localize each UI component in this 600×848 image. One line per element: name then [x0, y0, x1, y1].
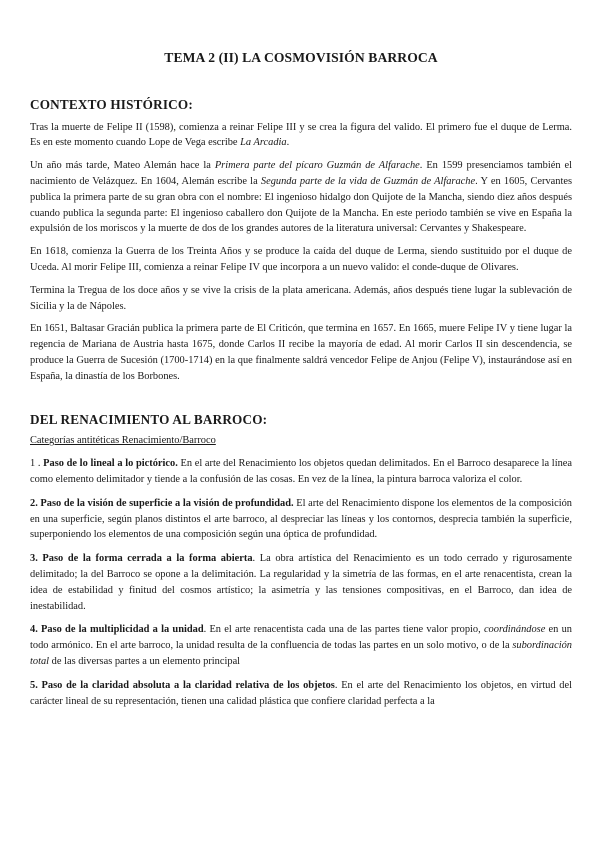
- paragraph-2: [30, 158, 572, 237]
- document-title: TEMA 2 (II) LA COSMOVISIÓN BARROCA: [164, 50, 438, 65]
- section-heading-renaissance: DEL RENACIMIENTO AL BARROCO:: [30, 411, 268, 427]
- list-item-4: [30, 622, 572, 669]
- list-item-1: [30, 456, 572, 488]
- list-item-5-text: . En el arte del Renacimiento los objetos, en virtud del carácter lineal de su representación, tienen una calidad plástica que confiere claridad perfecta a la: [30, 679, 572, 707]
- paragraph-1-text: Tras la muerte de Felipe II (1598), comienza a reinar Felipe III y se crea la figura del valido. El primero fue el duque de Lerma. Es en este momento cuando Lope de Vega escribe: [30, 121, 572, 149]
- list-item-3: [30, 551, 572, 614]
- paragraph-2-text-a: Un año más tarde, Mateo Alemán hace la: [30, 160, 215, 172]
- paragraph-5: En 1651, Baltasar Gracián publica la primera parte de El Criticón, que termina en 1657. En 1665, muere Felipe IV y tiene lugar la regencia de Mariana de Austria hasta 1675, donde Carlos II recibe la mayoría de edad. Al morir Carlos II sin descendencia, se produce la Guerra de Sucesión (1700-1714) en la que finalmente saldrá vencedor Felipe de Anjou (Felipe V), instaurándose así en España, la dinastía de los Borbones.: [30, 323, 572, 382]
- list-item-4-title: 4. Paso de la multiplicidad a la unidad: [30, 624, 204, 636]
- section-heading-context: CONTEXTO HISTÓRICO:: [30, 96, 193, 112]
- list-item-1-title: Paso de lo lineal a lo pictórico.: [43, 458, 178, 470]
- paragraph-2-text-b: . En 1599 presenciamos también el nacimiento de Velázquez. En 1604, Alemán escribe la: [30, 160, 572, 187]
- work-title-guzman-1: Primera parte del pícaro Guzmán de Alfarache: [214, 160, 420, 172]
- work-title-guzman-2: Segunda parte de la vida de Guzmán de Alfarache: [260, 175, 476, 187]
- list-item-5-title: 5. Paso de la claridad absoluta a la claridad relativa de los objetos: [30, 679, 335, 691]
- list-item-3-title: 3. Paso de la forma cerrada a la forma abierta: [30, 553, 253, 565]
- paragraph-1: [30, 120, 572, 152]
- list-item-2-title: 2. Paso de la visión de superficie a la visión de profundidad.: [30, 497, 294, 509]
- work-title-la-arcadia: La Arcadia: [240, 137, 287, 149]
- paragraph-3: En 1618, comienza la Guerra de los Treinta Años y se produce la caída del duque de Lerma, siendo sustituido por el duque de Uceda. Al morir Felipe III, comienza a reinar Felipe IV que incorpora a un nuevo valido: el conde-duque de Olivares.: [30, 246, 572, 273]
- list-item-3-text: . La obra artística del Renacimiento es un todo cerrado y rigurosamente delimitado; la del Barroco se opone a la delimitación. La regularidad y la simetría de las formas, en el arte renacentista, crean la idea de estabilidad y finitud del cosmos artístico; la asimetría y las tensiones compositivas, en el Barroco, dan idea de inestabilidad.: [30, 553, 572, 612]
- list-item-1-number: 1 .: [30, 458, 44, 470]
- list-item-2-text: El arte del Renacimiento dispone los elementos de la composición en una superficie, según planos distintos el arte barroco, al despreciar las líneas y los contornos, desprecia también la superficie, superponiendo los elementos de una composición según una óptica de profundidad.: [30, 497, 572, 541]
- list-item-4-text-b: en un todo armónico. En el arte barroco, la unidad resulta de la confluencia de todas las partes en un solo motivo, o de la: [30, 624, 572, 652]
- list-item-4-italic-2: subordinación total: [30, 640, 572, 667]
- list-item-5: [30, 678, 572, 710]
- paragraph-1-end: .: [286, 137, 290, 149]
- list-item-4-italic-1: coordinándose: [483, 624, 546, 636]
- paragraph-4: Termina la Tregua de los doce años y se vive la crisis de la plata americana. Además, años después tiene lugar la sublevación de Sicilia y la de Nápoles.: [30, 284, 572, 312]
- list-item-4-text-a: . En el arte renacentista cada una de las partes tiene valor propio,: [203, 624, 484, 636]
- list-item-4-text-c: de las diversas partes a un elemento principal: [49, 655, 241, 667]
- paragraph-2-text-c: . Y en 1605, Cervantes publica la primera parte de su gran obra con el nombre: El ingenioso hidalgo don Quijote de la Mancha, siendo diez años después cuando publica la segunda parte: El ingenioso caballero don Quijote de la Mancha. En este periodo también se vive en España la expulsión de los moriscos y la muerte de dos de los grandes autores de la literatura universal: Cervantes y Shakespeare.: [30, 175, 572, 235]
- list-item-2: [30, 496, 572, 543]
- subheading-categories: Categorías antitéticas Renacimiento/Barroco: [30, 435, 216, 447]
- list-item-1-text: En el arte del Renacimiento los objetos quedan delimitados. En el Barroco desaparece la línea como elemento delimitador y tiende a la confusión de las cosas. En vez de la línea, la pintura barroca valoriza el color.: [30, 458, 573, 485]
